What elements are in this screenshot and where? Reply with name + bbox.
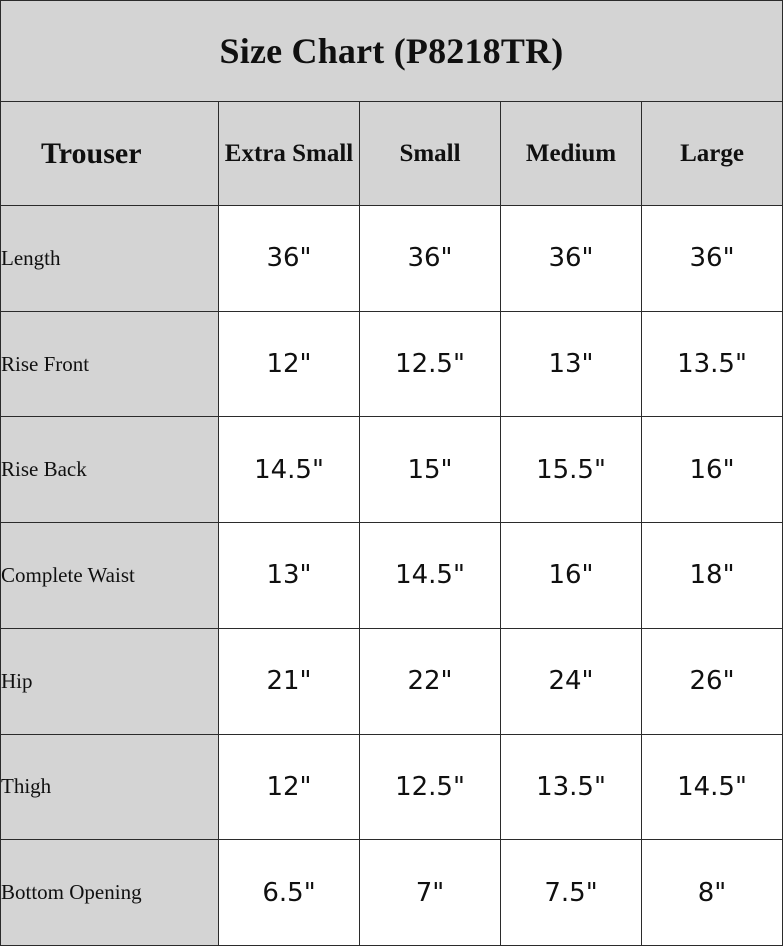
column-header-extra-small: Extra Small <box>219 102 360 206</box>
row-label-thigh: Thigh <box>1 734 219 840</box>
cell-rise-back-small: 15" <box>360 417 501 523</box>
cell-complete-waist-medium: 16" <box>501 523 642 629</box>
cell-hip-extra-small: 21" <box>219 628 360 734</box>
cell-bottom-opening-extra-small: 6.5" <box>219 840 360 946</box>
cell-thigh-large: 14.5" <box>642 734 783 840</box>
row-label-rise-front: Rise Front <box>1 311 219 417</box>
cell-thigh-extra-small: 12" <box>219 734 360 840</box>
cell-complete-waist-small: 14.5" <box>360 523 501 629</box>
table-row <box>1 840 783 946</box>
title-row <box>1 1 783 102</box>
row-label-rise-back: Rise Back <box>1 417 219 523</box>
cell-thigh-small: 12.5" <box>360 734 501 840</box>
cell-length-large: 36" <box>642 206 783 312</box>
row-label-complete-waist: Complete Waist <box>1 523 219 629</box>
page-title: Size Chart (P8218TR) <box>1 1 783 102</box>
column-header-medium: Medium <box>501 102 642 206</box>
cell-rise-front-extra-small: 12" <box>219 311 360 417</box>
row-label-bottom-opening: Bottom Opening <box>1 840 219 946</box>
cell-rise-back-large: 16" <box>642 417 783 523</box>
cell-rise-front-medium: 13" <box>501 311 642 417</box>
cell-thigh-medium: 13.5" <box>501 734 642 840</box>
cell-hip-large: 26" <box>642 628 783 734</box>
cell-length-medium: 36" <box>501 206 642 312</box>
table-row <box>1 628 783 734</box>
table-row <box>1 523 783 629</box>
cell-complete-waist-large: 18" <box>642 523 783 629</box>
cell-bottom-opening-small: 7" <box>360 840 501 946</box>
column-header-small: Small <box>360 102 501 206</box>
table-header-row <box>1 102 783 206</box>
row-header-label: Trouser <box>1 102 219 206</box>
table-row <box>1 734 783 840</box>
table-row <box>1 417 783 523</box>
cell-bottom-opening-large: 8" <box>642 840 783 946</box>
cell-rise-front-large: 13.5" <box>642 311 783 417</box>
cell-rise-front-small: 12.5" <box>360 311 501 417</box>
table-row <box>1 206 783 312</box>
table-row <box>1 311 783 417</box>
cell-hip-small: 22" <box>360 628 501 734</box>
cell-length-extra-small: 36" <box>219 206 360 312</box>
cell-complete-waist-extra-small: 13" <box>219 523 360 629</box>
cell-rise-back-extra-small: 14.5" <box>219 417 360 523</box>
cell-length-small: 36" <box>360 206 501 312</box>
cell-bottom-opening-medium: 7.5" <box>501 840 642 946</box>
column-header-large: Large <box>642 102 783 206</box>
cell-hip-medium: 24" <box>501 628 642 734</box>
row-label-hip: Hip <box>1 628 219 734</box>
row-label-length: Length <box>1 206 219 312</box>
cell-rise-back-medium: 15.5" <box>501 417 642 523</box>
